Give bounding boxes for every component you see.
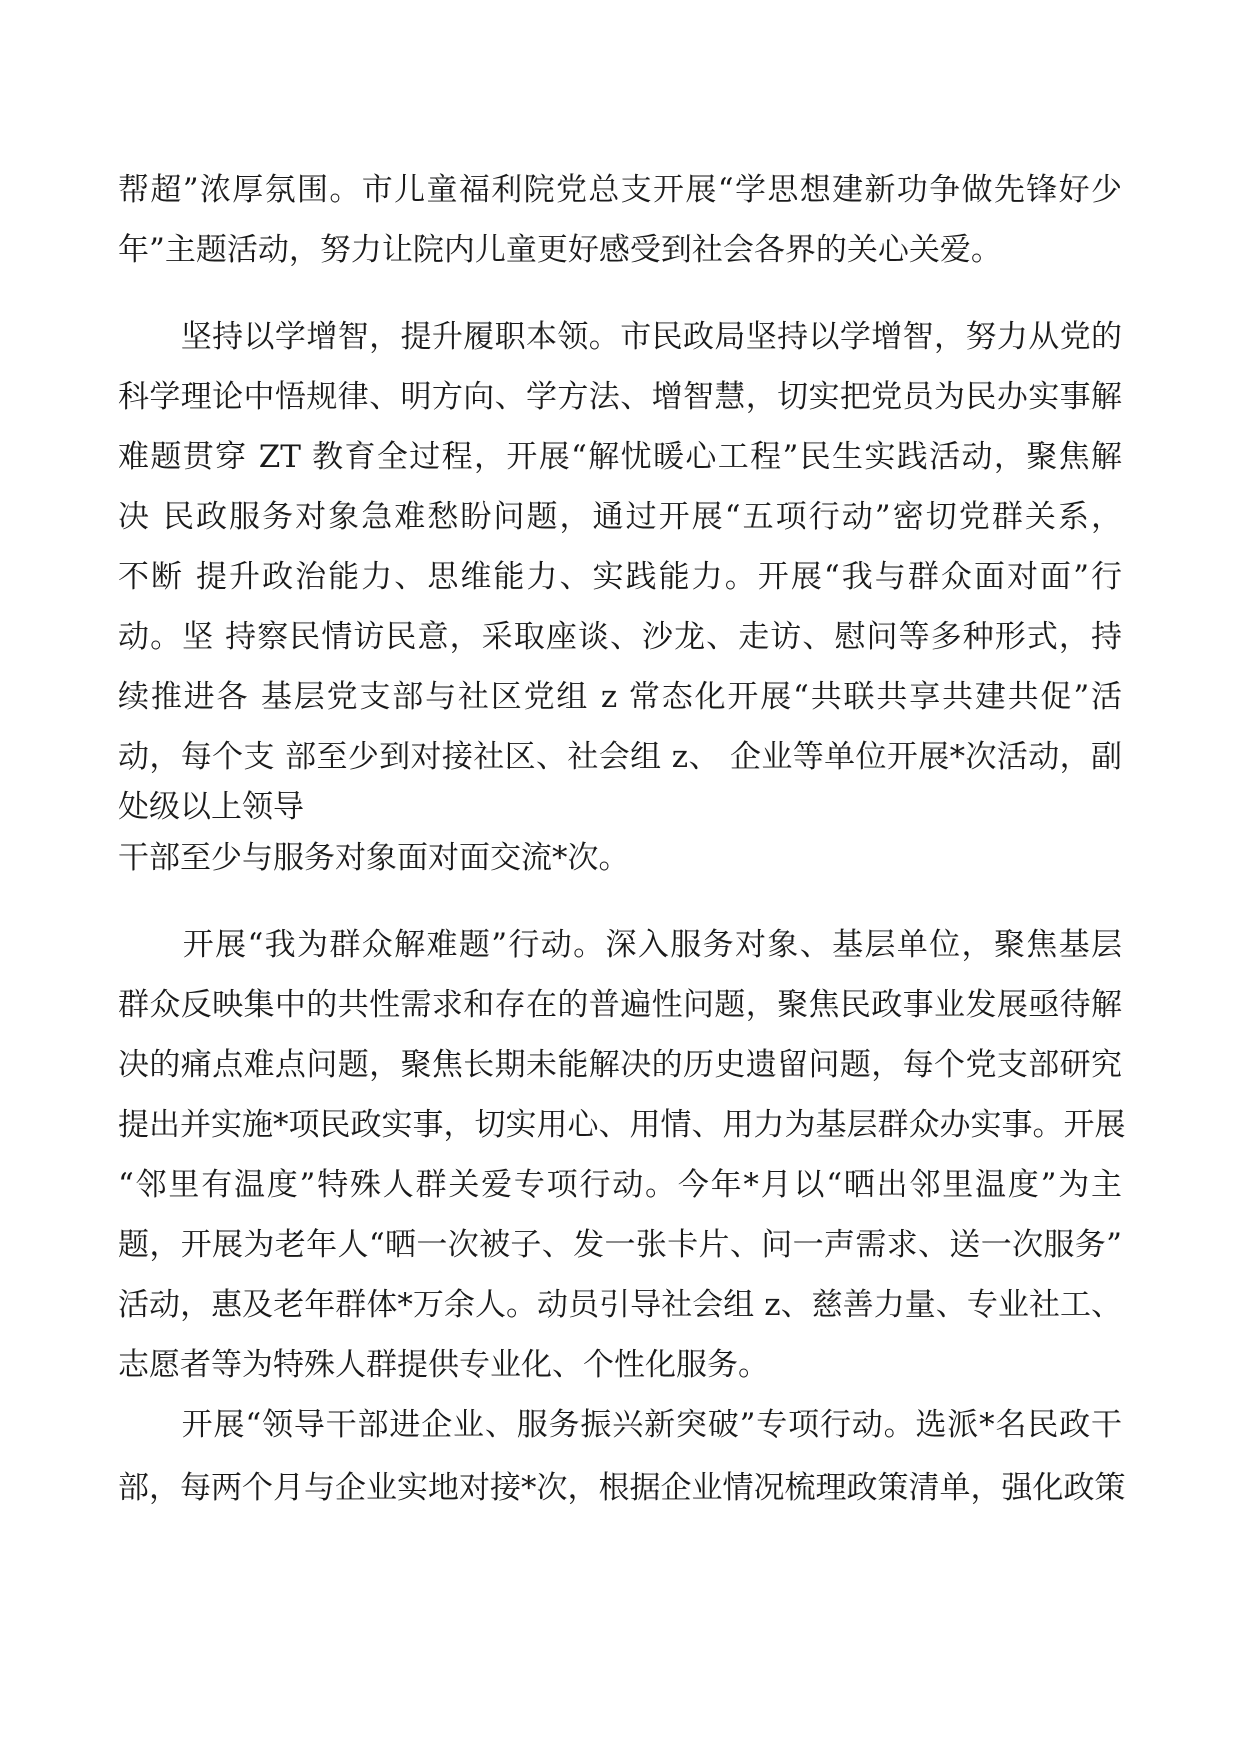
paragraph-line: 帮超”浓厚氛围。市儿童福利院党总支开展“学思想建新功争做先锋好少	[118, 172, 1122, 208]
paragraph-line: 开展“领导干部进企业、服务振兴新突破”专项行动。选派*名民政干	[118, 1407, 1122, 1443]
paragraph-line: 群众反映集中的共性需求和存在的普遍性问题，聚焦民政事业发展亟待解	[118, 987, 1122, 1023]
paragraph-line: 部，每两个月与企业实地对接*次，根据企业情况梳理政策清单，强化政策	[118, 1470, 1126, 1506]
paragraph-line: 开展“我为群众解难题”行动。深入服务对象、基层单位，聚焦基层	[118, 927, 1122, 963]
paragraph-line: 动。坚 持察民情访民意，采取座谈、沙龙、走访、慰问等多种形式，持	[118, 619, 1122, 655]
paragraph-line: 决 民政服务对象急难愁盼问题，通过开展“五项行动”密切党群关系，	[118, 499, 1122, 535]
paragraph-line: 坚持以学增智，提升履职本领。市民政局坚持以学增智，努力从党的	[118, 319, 1122, 355]
paragraph-line: 处级以上领导	[118, 789, 304, 825]
paragraph-line: 续推进各 基层党支部与社区党组 z 常态化开展“共联共享共建共促”活	[118, 679, 1122, 715]
paragraph-line: 活动，惠及老年群体*万余人。动员引导社会组 z、慈善力量、专业社工、	[118, 1287, 1122, 1323]
paragraph-line: 干部至少与服务对象面对面交流*次。	[118, 840, 630, 876]
paragraph-line: 志愿者等为特殊人群提供专业化、个性化服务。	[118, 1347, 769, 1383]
paragraph-line: 难题贯穿 ZT 教育全过程，开展“解忧暖心工程”民生实践活动，聚焦解	[118, 439, 1122, 475]
paragraph-line: 提出并实施*项民政实事，切实用心、用情、用力为基层群众办实事。开展	[118, 1107, 1126, 1143]
paragraph-line: 不断 提升政治能力、思维能力、实践能力。开展“我与群众面对面”行	[118, 559, 1122, 595]
paragraph-line: 题，开展为老年人“晒一次被子、发一张卡片、问一声需求、送一次服务”	[118, 1227, 1122, 1263]
paragraph-line: 科学理论中悟规律、明方向、学方法、增智慧，切实把党员为民办实事解	[118, 379, 1122, 415]
paragraph-line: 动，每个支 部至少到对接社区、社会组 z、 企业等单位开展*次活动，副	[118, 739, 1122, 775]
paragraph-line: 年”主题活动，努力让院内儿童更好感受到社会各界的关心关爱。	[118, 232, 1002, 268]
paragraph-line: “邻里有温度”特殊人群关爱专项行动。今年*月以“晒出邻里温度”为主	[118, 1167, 1122, 1203]
paragraph-line: 决的痛点难点问题，聚焦长期未能解决的历史遗留问题，每个党支部研究	[118, 1047, 1122, 1083]
